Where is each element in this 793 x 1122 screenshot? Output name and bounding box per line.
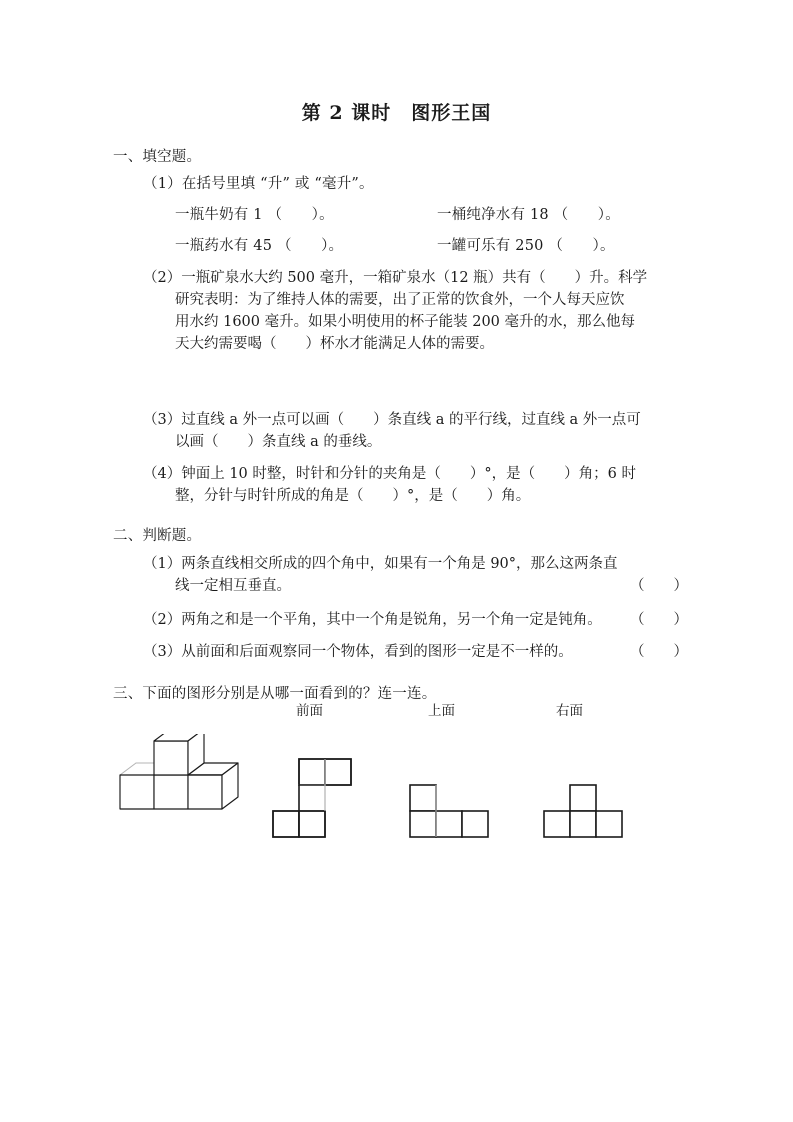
question-2-1-line-2 xyxy=(143,575,688,597)
question-2-2 xyxy=(143,610,688,630)
question-1-2-line-2: 研究表明：为了维持人体的需要，出了正常的饮食外，一个人每天应饮 xyxy=(175,292,625,308)
solid-figure-svg xyxy=(114,734,244,814)
page-title: 第 2 课时 图形王国 xyxy=(301,102,492,124)
question-1-3-line-2: 以画（ ）条直线 a 的垂线。 xyxy=(175,434,382,450)
grid-figure-t-shape[interactable] xyxy=(543,784,627,842)
grid-figure-l-shape-svg xyxy=(409,784,493,842)
question-1-1-item-2: 一桶纯净水有 18 （ ）。 xyxy=(437,207,620,223)
question-2-1 xyxy=(143,553,688,597)
section-heading-fill-in-blank: 一、填空题。 xyxy=(113,149,202,165)
solid-figure[interactable] xyxy=(114,734,244,814)
question-2-2-answer-box[interactable]: （ ） xyxy=(630,612,688,628)
question-2-1-answer-box[interactable]: （ ） xyxy=(630,578,688,594)
question-1-1-item-1: 一瓶牛奶有 1 （ ）。 xyxy=(175,207,334,223)
section-heading-true-false: 二、判断题。 xyxy=(113,528,202,544)
view-label-top: 上面 xyxy=(428,703,455,719)
question-2-3-answer-box[interactable]: （ ） xyxy=(630,644,688,660)
question-1-4-line-2: 整，分针与时针所成的角是（ ）°，是（ ）角。 xyxy=(175,488,531,504)
question-1-1-item-3: 一瓶药水有 45 （ ）。 xyxy=(175,238,344,254)
view-label-front: 前面 xyxy=(296,703,323,719)
section-heading-match-views: 三、下面的图形分别是从哪一面看到的？连一连。 xyxy=(113,686,437,702)
grid-figure-t-shape-svg xyxy=(543,784,627,842)
question-1-3-line-1: （3）过直线 a 外一点可以画（ ）条直线 a 的平行线，过直线 a 外一点可 xyxy=(143,412,641,428)
question-2-2-text: （2）两角之和是一个平角，其中一个角是锐角，另一个角一定是钝角。 xyxy=(143,612,602,628)
grid-figure-l-shape[interactable] xyxy=(409,784,493,842)
question-1-2-line-3: 用水约 1600 毫升。如果小明使用的杯子能装 200 毫升的水，那么他每 xyxy=(175,314,636,330)
grid-figure-s-shape-svg xyxy=(272,758,356,842)
question-1-1-item-4: 一罐可乐有 250 （ ）。 xyxy=(437,238,615,254)
question-1-1-prompt: （1）在括号里填 “升” 或 “毫升”。 xyxy=(143,176,374,192)
grid-figure-s-shape[interactable] xyxy=(272,758,356,842)
question-2-1-line-1: （1）两条直线相交所成的四个角中，如果有一个角是 90°，那么这两条直 xyxy=(143,556,618,572)
question-1-4 xyxy=(143,463,688,507)
question-2-1-line-2-text: 线一定相互垂直。 xyxy=(175,578,291,594)
view-label-right: 右面 xyxy=(556,703,583,719)
question-1-2-line-1: （2）一瓶矿泉水大约 500 毫升，一箱矿泉水（12 瓶）共有（ ）升。科学 xyxy=(143,270,648,286)
question-1-2 xyxy=(143,267,688,355)
question-1-2-line-4: 天大约需要喝（ ）杯水才能满足人体的需要。 xyxy=(175,336,494,352)
question-2-3 xyxy=(143,642,688,662)
question-2-3-text: （3）从前面和后面观察同一个物体，看到的图形一定是不一样的。 xyxy=(143,644,573,660)
question-1-4-line-1: （4）钟面上 10 时整，时针和分针的夹角是（ ）°，是（ ）角；6 时 xyxy=(143,466,636,482)
question-1-3 xyxy=(143,409,688,453)
